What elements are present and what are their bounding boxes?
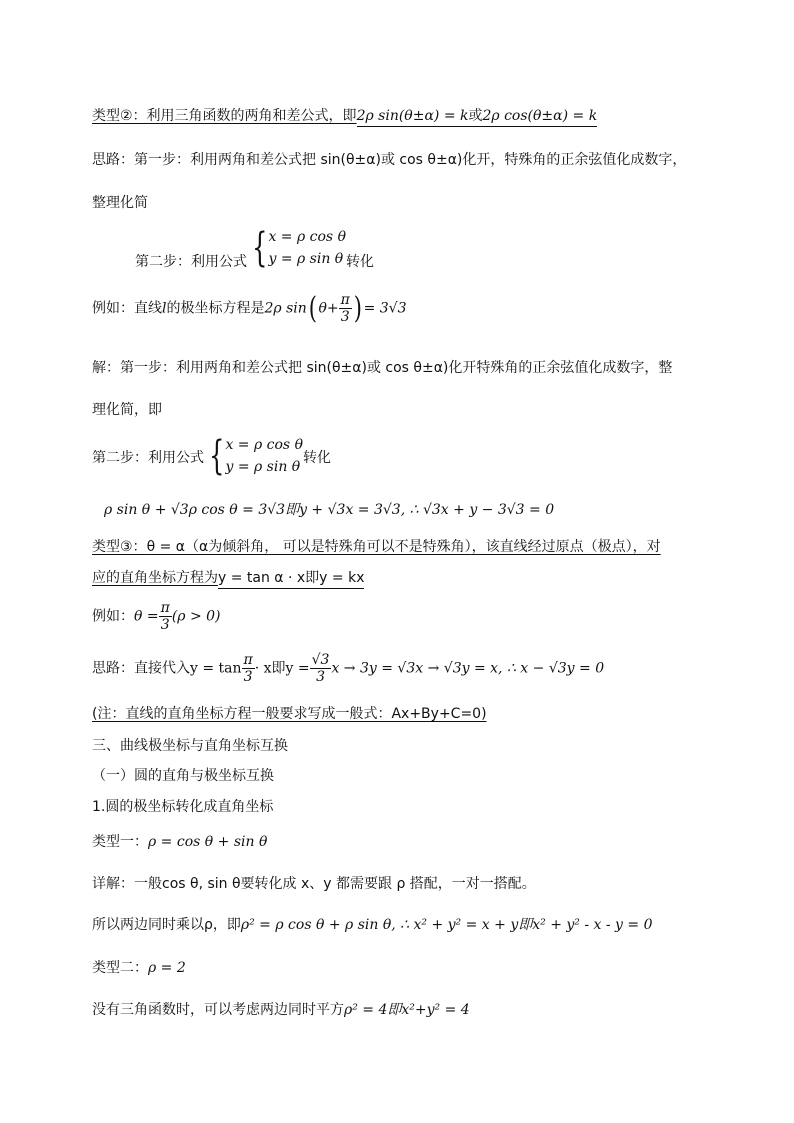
type-one-solution-label: 所以两边同时乘以ρ，即: [92, 917, 241, 933]
line-l: l: [162, 300, 167, 317]
idea-simplify: 整理化简: [92, 195, 148, 211]
type2-formula: [357, 108, 598, 127]
type2-formula-b: 2ρ cos(θ±α) = k: [482, 108, 598, 124]
type3-idea-c: x → 3y = √3x → √3y = x, ∴ x − √3y = 0: [331, 660, 605, 677]
solution-simplify: 理化简，即: [92, 402, 162, 418]
frac-den: 3: [160, 617, 170, 633]
system-eq-x: x = ρ cos θ: [268, 229, 346, 245]
brace-icon: {: [252, 225, 268, 271]
type-two: [92, 958, 186, 978]
type3-example-label: 例如：: [92, 608, 134, 625]
note-general-form: (注：直线的直角坐标方程一般要求写成一般式：Ax+By+C=0): [92, 706, 487, 722]
type3-heading: [92, 537, 661, 557]
type3-idea: [92, 652, 604, 685]
sqrt3-over-3: [310, 652, 332, 685]
example-line: [92, 292, 407, 325]
type-one-solution: [92, 915, 653, 935]
type-two-math: ρ = 2: [148, 960, 186, 976]
frac-den: 3: [316, 669, 325, 685]
example-theta: θ+: [318, 300, 339, 317]
type3-idea-a: y = tan: [190, 660, 242, 677]
solution-step2-tail: 转化: [303, 450, 331, 466]
section-three-heading: 三、曲线极坐标与直角坐标互换: [92, 738, 288, 754]
paren-right: ): [353, 290, 362, 326]
system-eq-y: y = ρ sin θ: [225, 459, 301, 475]
solution-step2: [92, 434, 331, 478]
item-polar-to-rect: 1.圆的极坐标转化成直角坐标: [92, 799, 274, 815]
type3-origin: ，该直线经过原点（极点），对: [471, 539, 661, 555]
pi-over-3: [339, 292, 352, 325]
frac-den: 3: [243, 669, 253, 685]
step2-tail: 转化: [346, 254, 374, 270]
type2-heading: [92, 106, 597, 126]
type3-example: [92, 600, 221, 633]
frac-num: π: [340, 292, 350, 308]
subsection-circle-heading: （一）圆的直角与极坐标互换: [92, 768, 274, 784]
type3-rect-eq: [92, 568, 364, 588]
example-math-post: = 3√3: [363, 300, 407, 317]
frac-den: 3: [340, 309, 350, 325]
type-one-solution-math: ρ² = ρ cos θ + ρ sin θ, ∴ x² + y² = x + y即x² + y² - x - y = 0: [240, 917, 653, 933]
example-mid: 的极坐标方程是: [166, 300, 265, 317]
type-two-solution-math: ρ² = 4即x²+y² = 4: [344, 1002, 470, 1018]
type3-rect-formula: y = tan α · x即y = kx: [218, 570, 364, 589]
type2-or: 或: [468, 108, 483, 124]
type3-example-pre: θ =: [134, 608, 159, 625]
step2-system: [268, 226, 346, 270]
type-one-detail: 详解：一般cos θ, sin θ要转化成 x、y 都需要跟 ρ 搭配，一对一搭配。: [92, 876, 536, 892]
example-math-pre: 2ρ sin: [264, 300, 307, 317]
frac-num: √3: [311, 652, 330, 668]
system-eq-x: x = ρ cos θ: [225, 437, 303, 453]
solution-step1: 解：第一步：利用两角和差公式把 sin(θ±α)或 cos θ±α)化开特殊角的正余弦值化成数字，整: [92, 360, 673, 376]
type-two-label: 类型二：: [92, 960, 148, 976]
type-one-label: 类型一：: [92, 834, 148, 850]
step2-formula: [135, 226, 374, 272]
pi-over-3: [159, 600, 172, 633]
paren-left: (: [308, 290, 317, 326]
type-two-solution: [92, 1000, 470, 1020]
type3-condition: θ = α（α为倾斜角， 可以是特殊角可以不是特殊角）: [146, 539, 472, 555]
solution-equation: ρ sin θ + √3ρ cos θ = 3√3即y + √3x = 3√3, ∴ √3x + y − 3√3 = 0: [104, 502, 555, 518]
idea-step1: 思路：第一步：利用两角和差公式把 sin(θ±α)或 cos θ±α)化开，特殊角的正余弦值化成数字，: [92, 152, 687, 168]
type2-label: 类型②：利用三角函数的两角和差公式，即: [92, 108, 357, 124]
type-one-math: ρ = cos θ + sin θ: [148, 834, 268, 850]
type2-formula-a: 2ρ sin(θ±α) = k: [356, 108, 469, 124]
type-one: [92, 832, 267, 852]
type3-idea-label: 思路：直接代入: [92, 660, 190, 677]
type-two-solution-label: 没有三角函数时，可以考虑两边同时平方: [92, 1002, 344, 1018]
system-eq-y: y = ρ sin θ: [268, 251, 344, 267]
type3-example-post: (ρ > 0): [171, 608, 221, 625]
pi-over-3: [242, 652, 255, 685]
step2-label: 第二步：利用公式: [135, 254, 247, 270]
type3-label: 类型③：: [92, 539, 147, 555]
solution-step2-label: 第二步：利用公式: [92, 450, 204, 466]
solution-system: [225, 434, 303, 478]
example-label: 例如：直线: [92, 300, 162, 317]
frac-num: π: [243, 652, 253, 668]
type3-idea-b: · x即y =: [254, 660, 310, 677]
brace-icon: {: [209, 433, 225, 479]
frac-num: π: [160, 600, 170, 616]
type3-rect-label: 应的直角坐标方程为: [92, 570, 218, 586]
